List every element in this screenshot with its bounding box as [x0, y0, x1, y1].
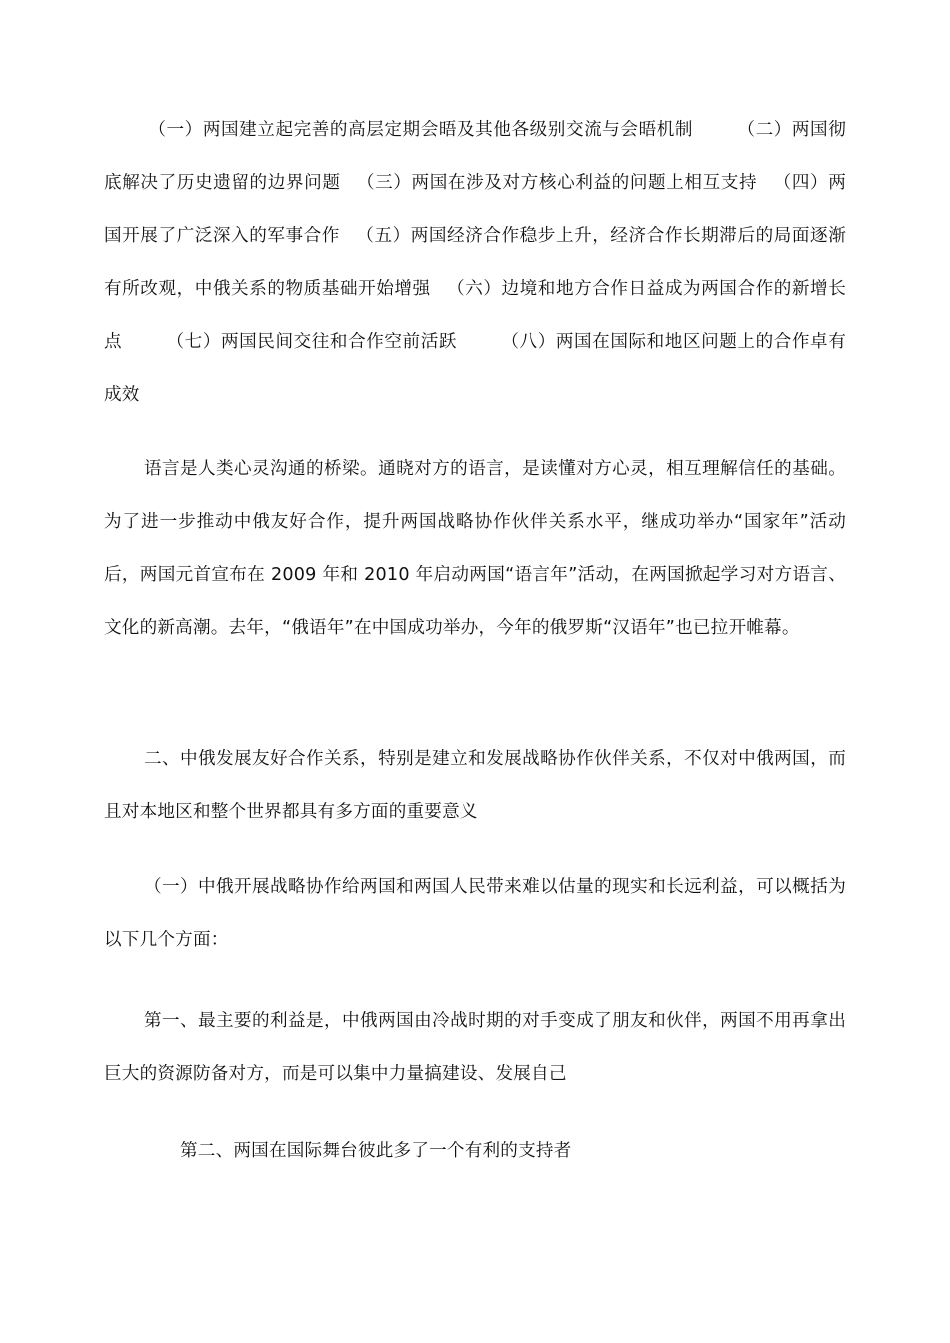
subsection-heading-one: （一）中俄开展战略协作给两国和两国人民带来难以估量的现实和长远利益，可以概括为以下几个方面： [104, 877, 846, 950]
achievement-item-3: （三）两国在涉及对方核心利益的问题上相互支持 [356, 173, 758, 193]
achievement-item-7: （七）两国民间交往和合作空前活跃 [166, 332, 458, 352]
paragraph-language-year: 语言是人类心灵沟通的桥梁。通晓对方的语言，是读懂对方心灵，相互理解信任的基础。为了进一步推动中俄友好合作，提升两国战略协作伙伴关系水平，继成功举办“国家年”活动后，两国元首宣布在 2009 年和 2010 年启动两国“语言年”活动，在两国掀起学习对方语言、文化的新高潮。去年，“俄语年”在中国成功举办，今年的俄罗斯“汉语年”也已拉开帷幕。 [104, 459, 846, 638]
achievement-item-2: （二）两国彻底解决了历史遗留的边界问题 [104, 120, 846, 193]
achievement-item-8: （八）两国在国际和地区问题上的合作卓有成效 [104, 332, 846, 405]
achievement-item-4: （四）两国开展了广泛深入的军事合作 [104, 173, 846, 246]
achievement-item-1: （一）两国建立起完善的高层定期会晤及其他各级别交流与会晤机制 [148, 120, 694, 140]
achievement-item-5: （五）两国经济合作稳步上升，经济合作长期滞后的局面逐渐有所改观，中俄关系的物质基础开始增强 [104, 226, 846, 299]
paragraph-first-benefit: 第一、最主要的利益是，中俄两国由冷战时期的对手变成了朋友和伙伴，两国不用再拿出巨大的资源防备对方，而是可以集中力量搞建设、发展自己 [104, 1011, 846, 1084]
section-heading-two: 二、中俄发展友好合作关系，特别是建立和发展战略协作伙伴关系，不仅对中俄两国，而且对本地区和整个世界都具有多方面的重要意义 [104, 749, 846, 822]
achievement-item-6: （六）边境和地方合作日益成为两国合作的新增长点 [104, 279, 846, 352]
paragraph-cooperation-achievements [104, 104, 846, 422]
paragraph-second-benefit: 第二、两国在国际舞台彼此多了一个有利的支持者 [180, 1141, 572, 1161]
